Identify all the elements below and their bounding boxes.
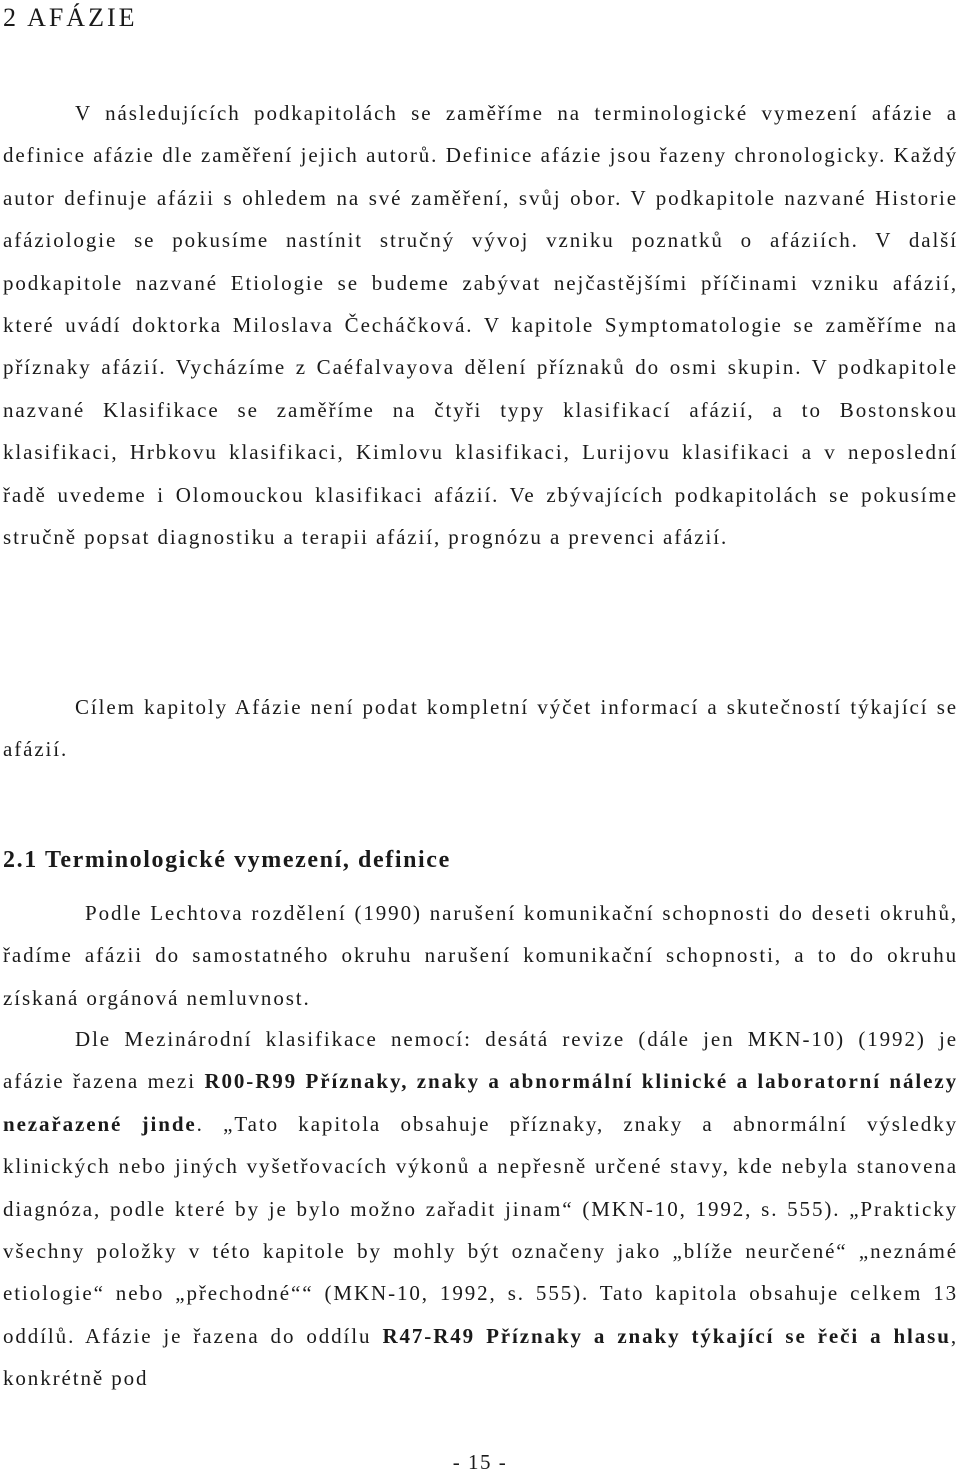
section-title: 2.1 Terminologické vymezení, definice [3,847,451,873]
mkn-paragraph [3,1018,958,1400]
page-number: - 15 - [452,1450,508,1474]
mkn-ending-text: , konkrétně pod [3,1323,958,1391]
lechta-paragraph: Podle Lechtova rozdělení (1990) narušení komunikační schopnosti do deseti okruhů, řadíme afázii do samostatného okruhu narušení komunikační schopnosti, a to do okruhu získaná orgánová nemluvnost. [3,901,958,1010]
chapter-title: 2 AFÁZIE [3,3,138,32]
mkn-quote-text: . „Tato kapitola obsahuje příznaky, znaky a abnormální výsledky klinických nebo jiných vyšetřovacích výkonů a nepřesně určené stavy, kde nebyla stanovena diagnóza, podle které by je bylo možno zařadit jinam“ (MKN-10, 1992, s. 555). „Prakticky všechny položky v této kapitole by mohly být označeny jako „blíže neurčené“ „neznámé etiologie“ nebo „přechodné““ (MKN-10, 1992, s. 555). Tato kapitola obsahuje celkem 13 oddílů. Afázie je řazena do oddílu [3,1111,958,1348]
aim-paragraph: Cílem kapitoly Afázie není podat kompletní výčet informací a skutečností týkající se afázií. [3,695,958,762]
mkn-intro-text: Dle Mezinárodní klasifikace nemocí: desátá revize (dále jen MKN-10) (1992) je afázie řazena mezi [3,1027,958,1094]
mkn-group-bold: R00-R99 Příznaky, znaky a abnormální klinické a laboratorní nálezy nezařazené jinde [3,1069,958,1136]
intro-paragraph: V následujících podkapitolách se zaměříme na terminologické vymezení afázie a definice afázie dle zaměření jejich autorů. Definice afázie jsou řazeny chronologicky. Každý autor definuje afázii s ohledem na své zaměření, svůj obor. V podkapitole nazvané Historie afáziologie se pokusíme nastínit stručný vývoj vzniku poznatků o afáziích. V další podkapitole nazvané Etiologie se budeme zabývat nejčastějšími příčinami vzniku afázií, které uvádí doktorka Miloslava Čecháčková. V kapitole Symptomatologie se zaměříme na příznaky afázií. Vycházíme z Caéfalvayova dělení příznaků do osmi skupin. V podkapitole nazvané Klasifikace se zaměříme na čtyři typy klasifikací afázií, a to Bostonskou klasifikaci, Hrbkovu klasifikaci, Kimlovu klasifikaci, Lurijovu klasifikaci a v neposlední řadě uvedeme i Olomouckou klasifikaci afázií. Ve zbývajících podkapitolách se pokusíme stručně popsat diagnostiku a terapii afázií, prognózu a prevenci afázií. [3,101,958,550]
mkn-subgroup-bold: R47-R49 Příznaky a znaky týkající se řeči a hlasu [382,1323,951,1348]
